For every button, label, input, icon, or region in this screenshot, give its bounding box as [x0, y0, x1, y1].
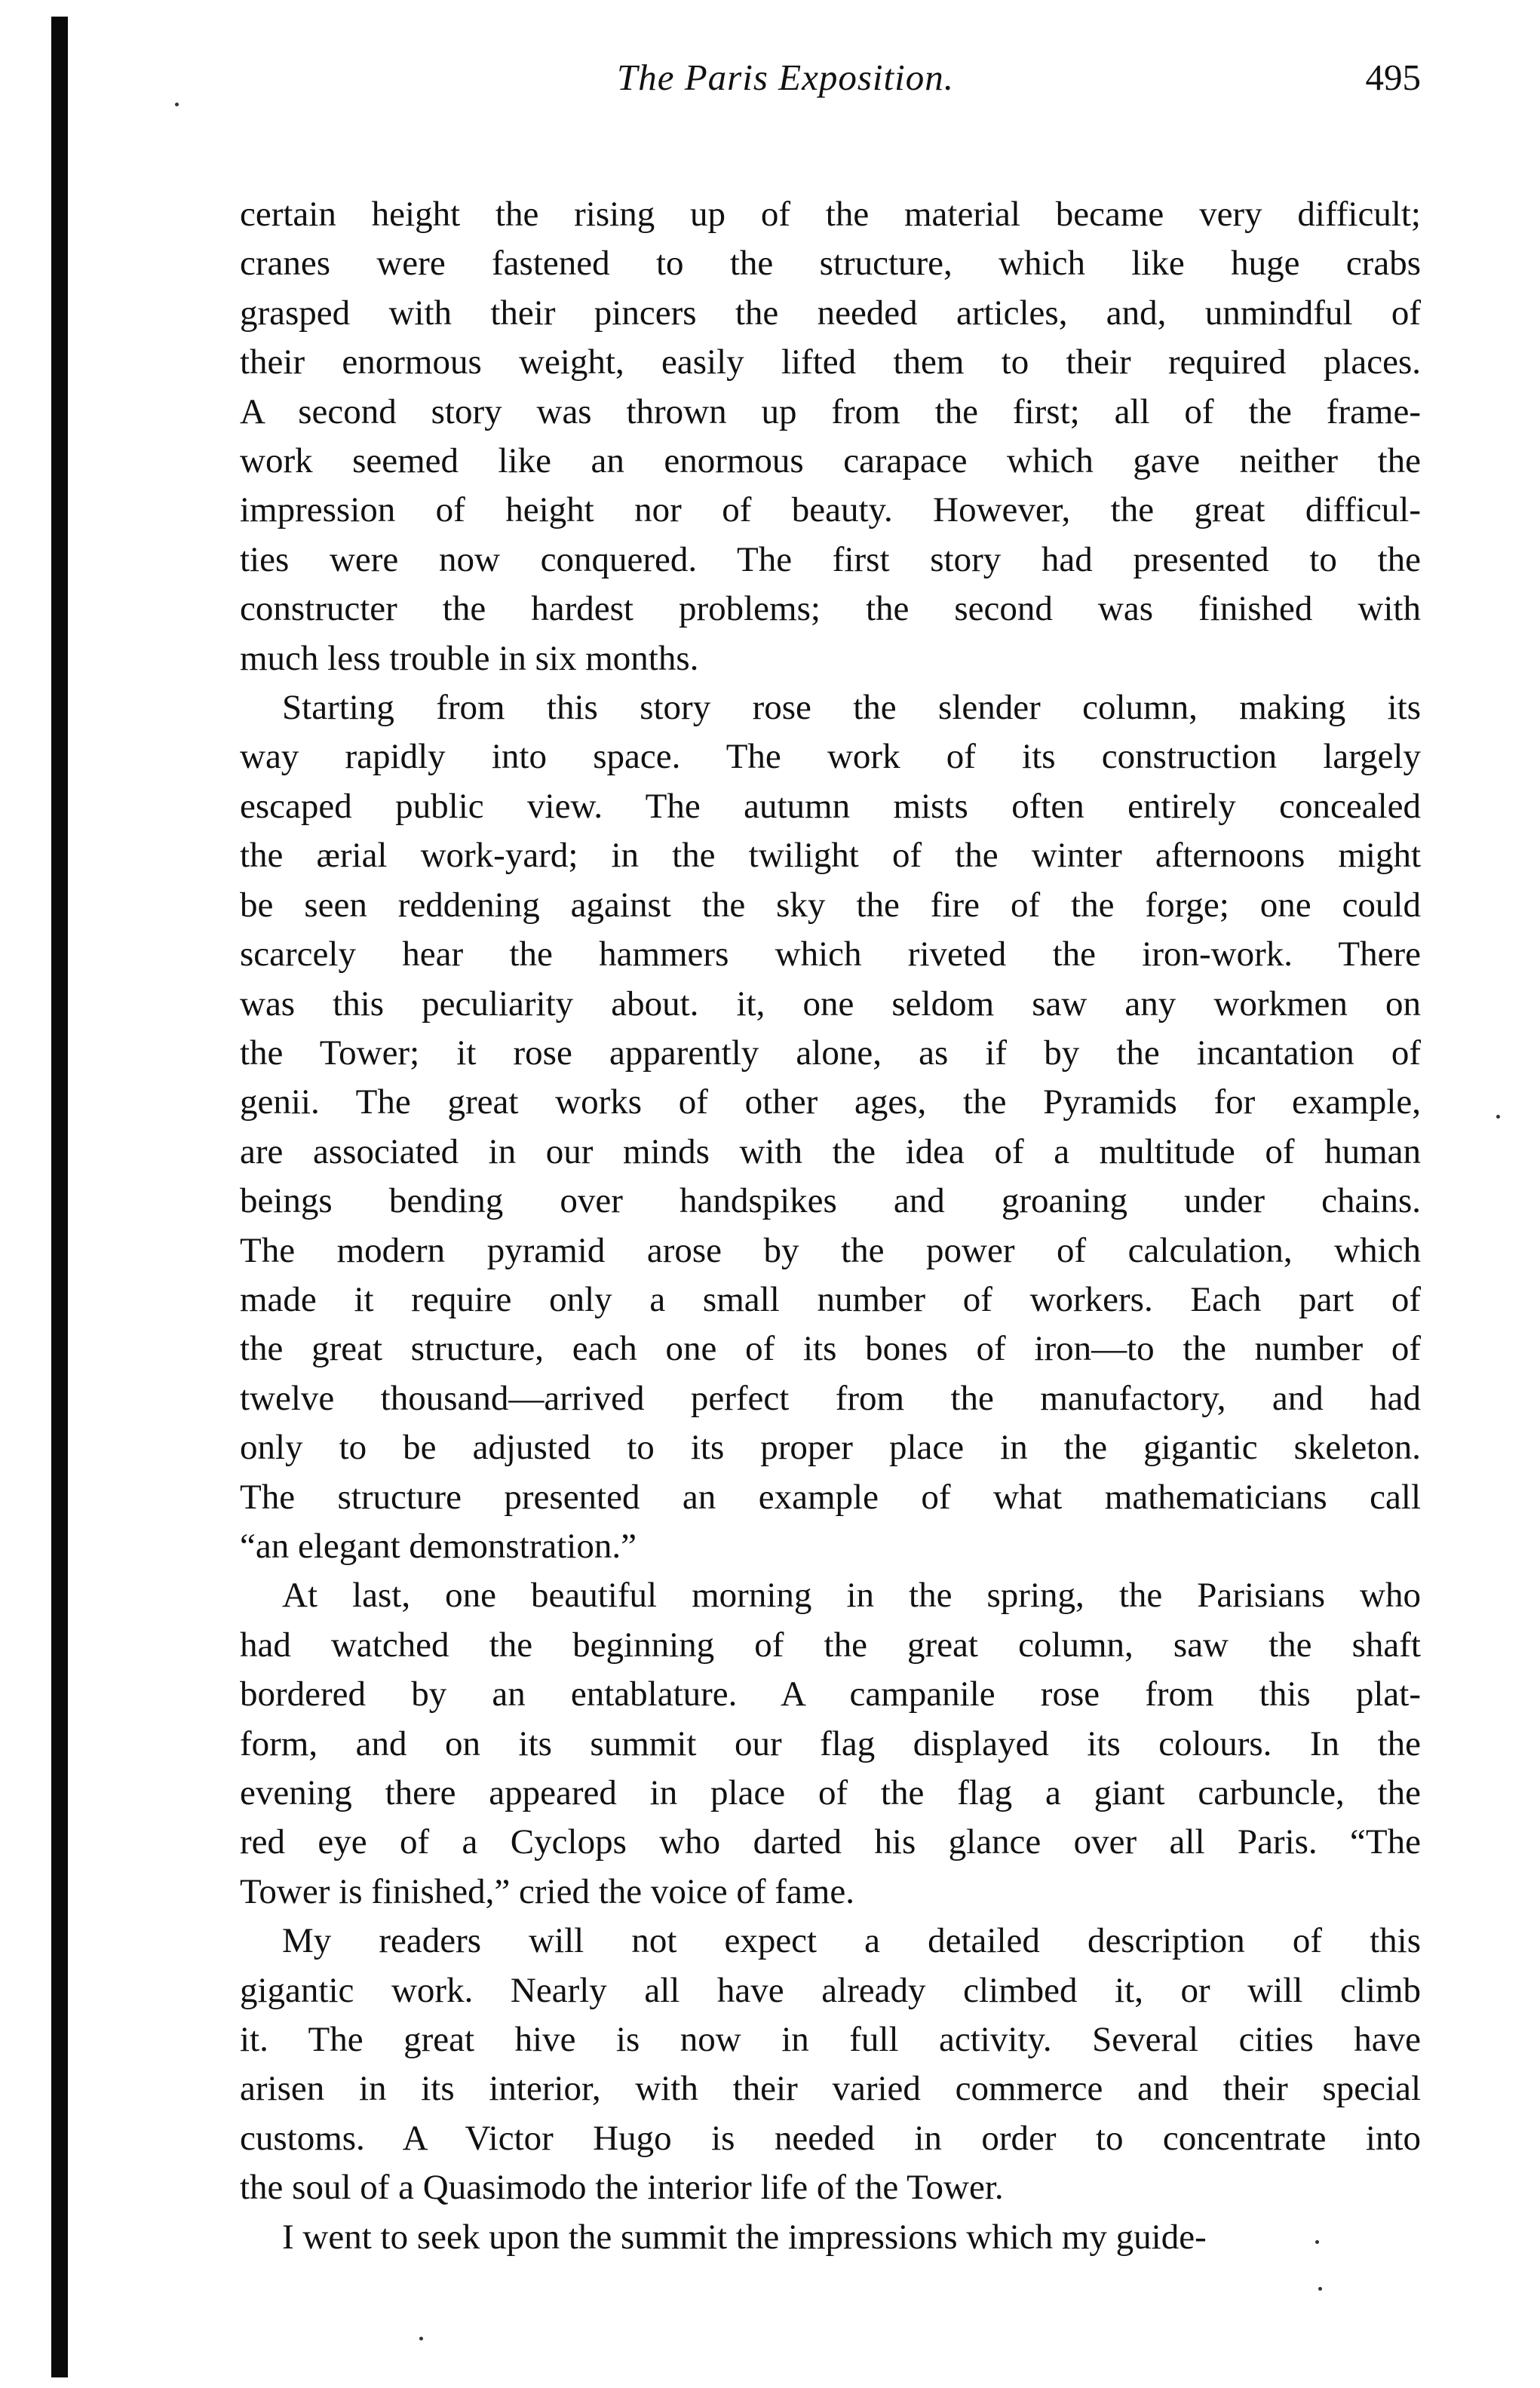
- text-line: their enormous weight, easily lifted them to their required places.: [240, 342, 1421, 382]
- text-line: only to be adjusted to its proper place in the gigantic skeleton.: [240, 1428, 1421, 1468]
- paragraph: [240, 2213, 1421, 2262]
- text-line: twelve thousand—arrived perfect from the manufactory, and had: [240, 1378, 1421, 1418]
- paragraph: [240, 1571, 1421, 1917]
- text-line: customs. A Victor Hugo is needed in order to concentrate into: [240, 2118, 1421, 2158]
- text-line: way rapidly into space. The work of its construction largely: [240, 737, 1421, 777]
- page-number: 495: [1365, 57, 1421, 98]
- paragraph: [240, 1917, 1421, 2212]
- running-title: The Paris Exposition.: [617, 57, 955, 98]
- text-line: At last, one beautiful morning in the spring, the Parisians who: [282, 1576, 1421, 1616]
- text-line: I went to seek upon the summit the impressions which my guide-: [282, 2217, 1207, 2257]
- text-line: made it require only a small number of workers. Each part of: [240, 1279, 1421, 1319]
- text-line: scarcely hear the hammers which riveted the iron-work. There: [240, 935, 1421, 975]
- paragraph: [240, 683, 1421, 1571]
- text-line: bordered by an entablature. A campanile rose from this plat-: [240, 1674, 1421, 1714]
- text-line: ties were now conquered. The first story had presented to the: [240, 539, 1421, 579]
- body-text: [240, 190, 1421, 2262]
- text-line: Starting from this story rose the slender column, making its: [282, 688, 1421, 728]
- page-binding-shadow: [51, 17, 68, 2377]
- text-line: “an elegant demonstration.”: [240, 1526, 637, 1566]
- text-line: gigantic work. Nearly all have already climbed it, or will climb: [240, 1970, 1421, 2010]
- text-line: had watched the beginning of the great column, saw the shaft: [240, 1625, 1421, 1665]
- text-line: work seemed like an enormous carapace which gave neither the: [240, 441, 1421, 481]
- text-line: are associated in our minds with the idea of a multitude of human: [240, 1131, 1421, 1171]
- text-line: genii. The great works of other ages, the Pyramids for example,: [240, 1082, 1421, 1122]
- text-line: the Tower; it rose apparently alone, as if by the incantation of: [240, 1033, 1421, 1073]
- text-line: arisen in its interior, with their varied commerce and their special: [240, 2069, 1421, 2109]
- text-line: constructer the hardest problems; the second was finished with: [240, 589, 1421, 629]
- text-line: The modern pyramid arose by the power of calculation, which: [240, 1230, 1421, 1270]
- text-line: form, and on its summit our flag displayed its colours. In the: [240, 1723, 1421, 1763]
- running-head: [240, 50, 1421, 133]
- text-line: much less trouble in six months.: [240, 638, 699, 678]
- text-line: cranes were fastened to the structure, which like huge crabs: [240, 244, 1421, 284]
- text-line: A second story was thrown up from the first; all of the frame-: [240, 391, 1421, 431]
- text-line: it. The great hive is now in full activity. Several cities have: [240, 2020, 1421, 2060]
- text-line: was this peculiarity about. it, one seldom saw any workmen on: [240, 984, 1421, 1024]
- book-page: [240, 50, 1421, 2262]
- scan-speck: [419, 2337, 423, 2340]
- text-line: Tower is finished,” cried the voice of fame.: [240, 1871, 854, 1911]
- text-line: The structure presented an example of what mathematicians call: [240, 1477, 1421, 1517]
- text-line: My readers will not expect a detailed description of this: [282, 1921, 1421, 1961]
- text-line: beings bending over handspikes and groaning under chains.: [240, 1181, 1421, 1221]
- text-line: red eye of a Cyclops who darted his glance over all Paris. “The: [240, 1822, 1421, 1862]
- text-line: escaped public view. The autumn mists often entirely concealed: [240, 786, 1421, 826]
- paragraph: [240, 190, 1421, 683]
- text-line: be seen reddening against the sky the fire of the forge; one could: [240, 885, 1421, 925]
- text-line: grasped with their pincers the needed articles, and, unmindful of: [240, 293, 1421, 333]
- scan-speck: [175, 103, 179, 106]
- text-line: evening there appeared in place of the flag a giant carbuncle, the: [240, 1773, 1421, 1812]
- text-line: the soul of a Quasimodo the interior life of the Tower.: [240, 2168, 1004, 2208]
- text-line: certain height the rising up of the material became very difficult;: [240, 195, 1421, 234]
- scan-speck: [1318, 2287, 1322, 2291]
- text-line: impression of height nor of beauty. However, the great difficul-: [240, 490, 1421, 530]
- text-line: the ærial work-yard; in the twilight of the winter afternoons might: [240, 836, 1421, 876]
- text-line: the great structure, each one of its bones of iron—to the number of: [240, 1329, 1421, 1369]
- scan-speck: [1496, 1115, 1500, 1119]
